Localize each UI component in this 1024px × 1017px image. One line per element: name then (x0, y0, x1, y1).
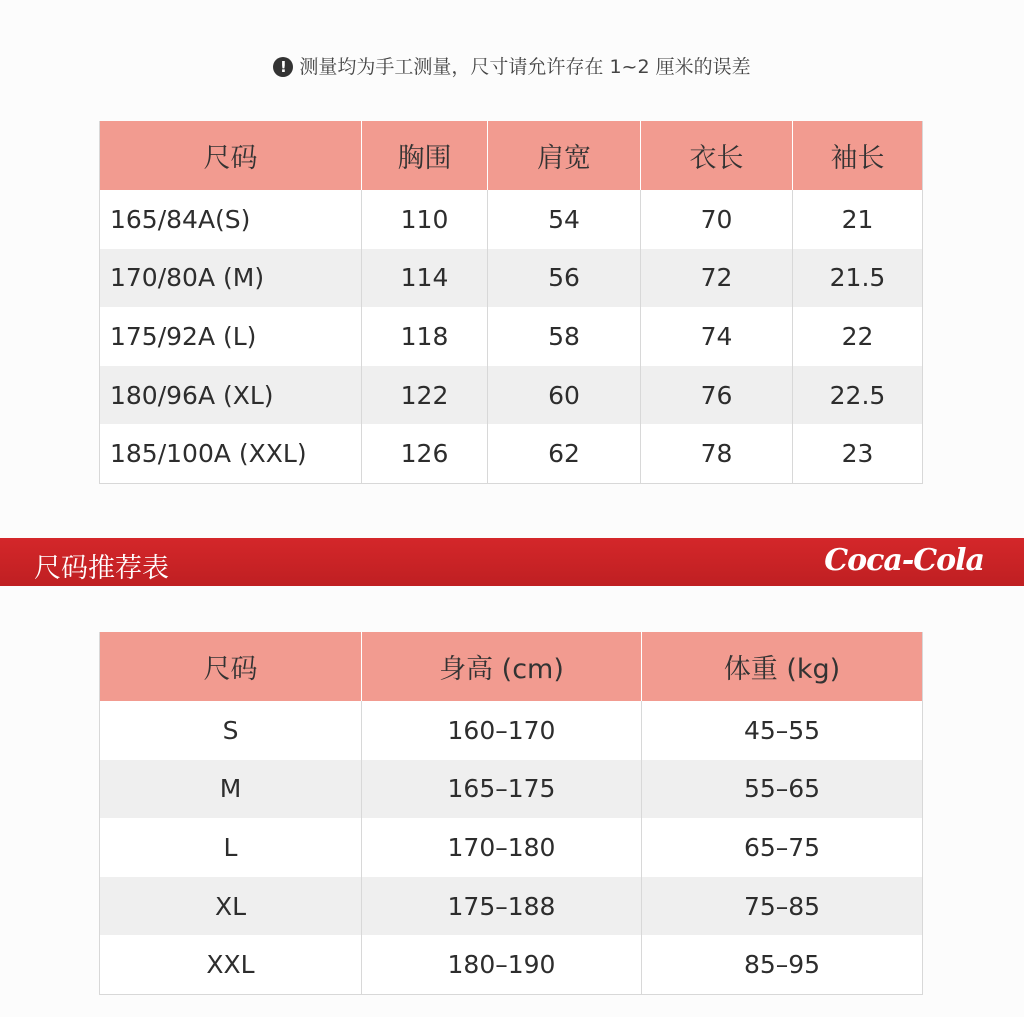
cell-size: L (100, 818, 362, 877)
table-row (100, 877, 923, 936)
cell-size: XXL (100, 935, 362, 994)
cell-length: 74 (641, 307, 793, 366)
exclamation-icon: ! (273, 57, 293, 77)
header-chest: 胸围 (362, 121, 488, 190)
cell-shoulder: 60 (488, 366, 641, 425)
cell-chest: 118 (362, 307, 488, 366)
header-size: 尺码 (100, 632, 362, 701)
size-chart-header-row (100, 121, 923, 190)
cell-shoulder: 54 (488, 190, 641, 249)
header-size: 尺码 (100, 121, 362, 190)
cell-shoulder: 58 (488, 307, 641, 366)
cell-length: 78 (641, 424, 793, 483)
cell-weight: 65–75 (642, 818, 923, 877)
measurement-note (0, 52, 1024, 79)
cell-size: S (100, 701, 362, 760)
brand-logo: Coca-Cola (824, 543, 984, 578)
measurement-note-text: 测量均为手工测量，尺寸请允许存在 1~2 厘米的误差 (299, 56, 751, 78)
cell-sleeve: 21 (793, 190, 923, 249)
table-row (100, 935, 923, 994)
section-banner (0, 538, 1024, 586)
banner-title: 尺码推荐表 (34, 553, 169, 584)
cell-chest: 126 (362, 424, 488, 483)
header-shoulder: 肩宽 (488, 121, 641, 190)
cell-weight: 55–65 (642, 760, 923, 819)
table-row (100, 366, 923, 425)
cell-weight: 85–95 (642, 935, 923, 994)
cell-size: 165/84A(S) (100, 190, 362, 249)
cell-height: 175–188 (362, 877, 642, 936)
table-row (100, 701, 923, 760)
table-row (100, 190, 923, 249)
header-weight: 体重 (kg) (642, 632, 923, 701)
cell-shoulder: 56 (488, 249, 641, 308)
cell-size: XL (100, 877, 362, 936)
table-row (100, 249, 923, 308)
cell-chest: 122 (362, 366, 488, 425)
table-row (100, 818, 923, 877)
cell-chest: 110 (362, 190, 488, 249)
cell-weight: 45–55 (642, 701, 923, 760)
cell-height: 170–180 (362, 818, 642, 877)
size-chart-table (99, 121, 923, 484)
cell-length: 72 (641, 249, 793, 308)
cell-chest: 114 (362, 249, 488, 308)
cell-size: M (100, 760, 362, 819)
cell-height: 160–170 (362, 701, 642, 760)
cell-size: 170/80A (M) (100, 249, 362, 308)
recommend-header-row (100, 632, 923, 701)
cell-size: 180/96A (XL) (100, 366, 362, 425)
header-height: 身高 (cm) (362, 632, 642, 701)
table-row (100, 307, 923, 366)
cell-size: 185/100A (XXL) (100, 424, 362, 483)
header-length: 衣长 (641, 121, 793, 190)
cell-sleeve: 23 (793, 424, 923, 483)
cell-sleeve: 21.5 (793, 249, 923, 308)
header-sleeve: 袖长 (793, 121, 923, 190)
cell-size: 175/92A (L) (100, 307, 362, 366)
table-row (100, 424, 923, 483)
cell-height: 180–190 (362, 935, 642, 994)
cell-shoulder: 62 (488, 424, 641, 483)
cell-sleeve: 22.5 (793, 366, 923, 425)
cell-length: 70 (641, 190, 793, 249)
cell-weight: 75–85 (642, 877, 923, 936)
cell-sleeve: 22 (793, 307, 923, 366)
cell-height: 165–175 (362, 760, 642, 819)
size-recommendation-table (99, 632, 923, 995)
cell-length: 76 (641, 366, 793, 425)
table-row (100, 760, 923, 819)
